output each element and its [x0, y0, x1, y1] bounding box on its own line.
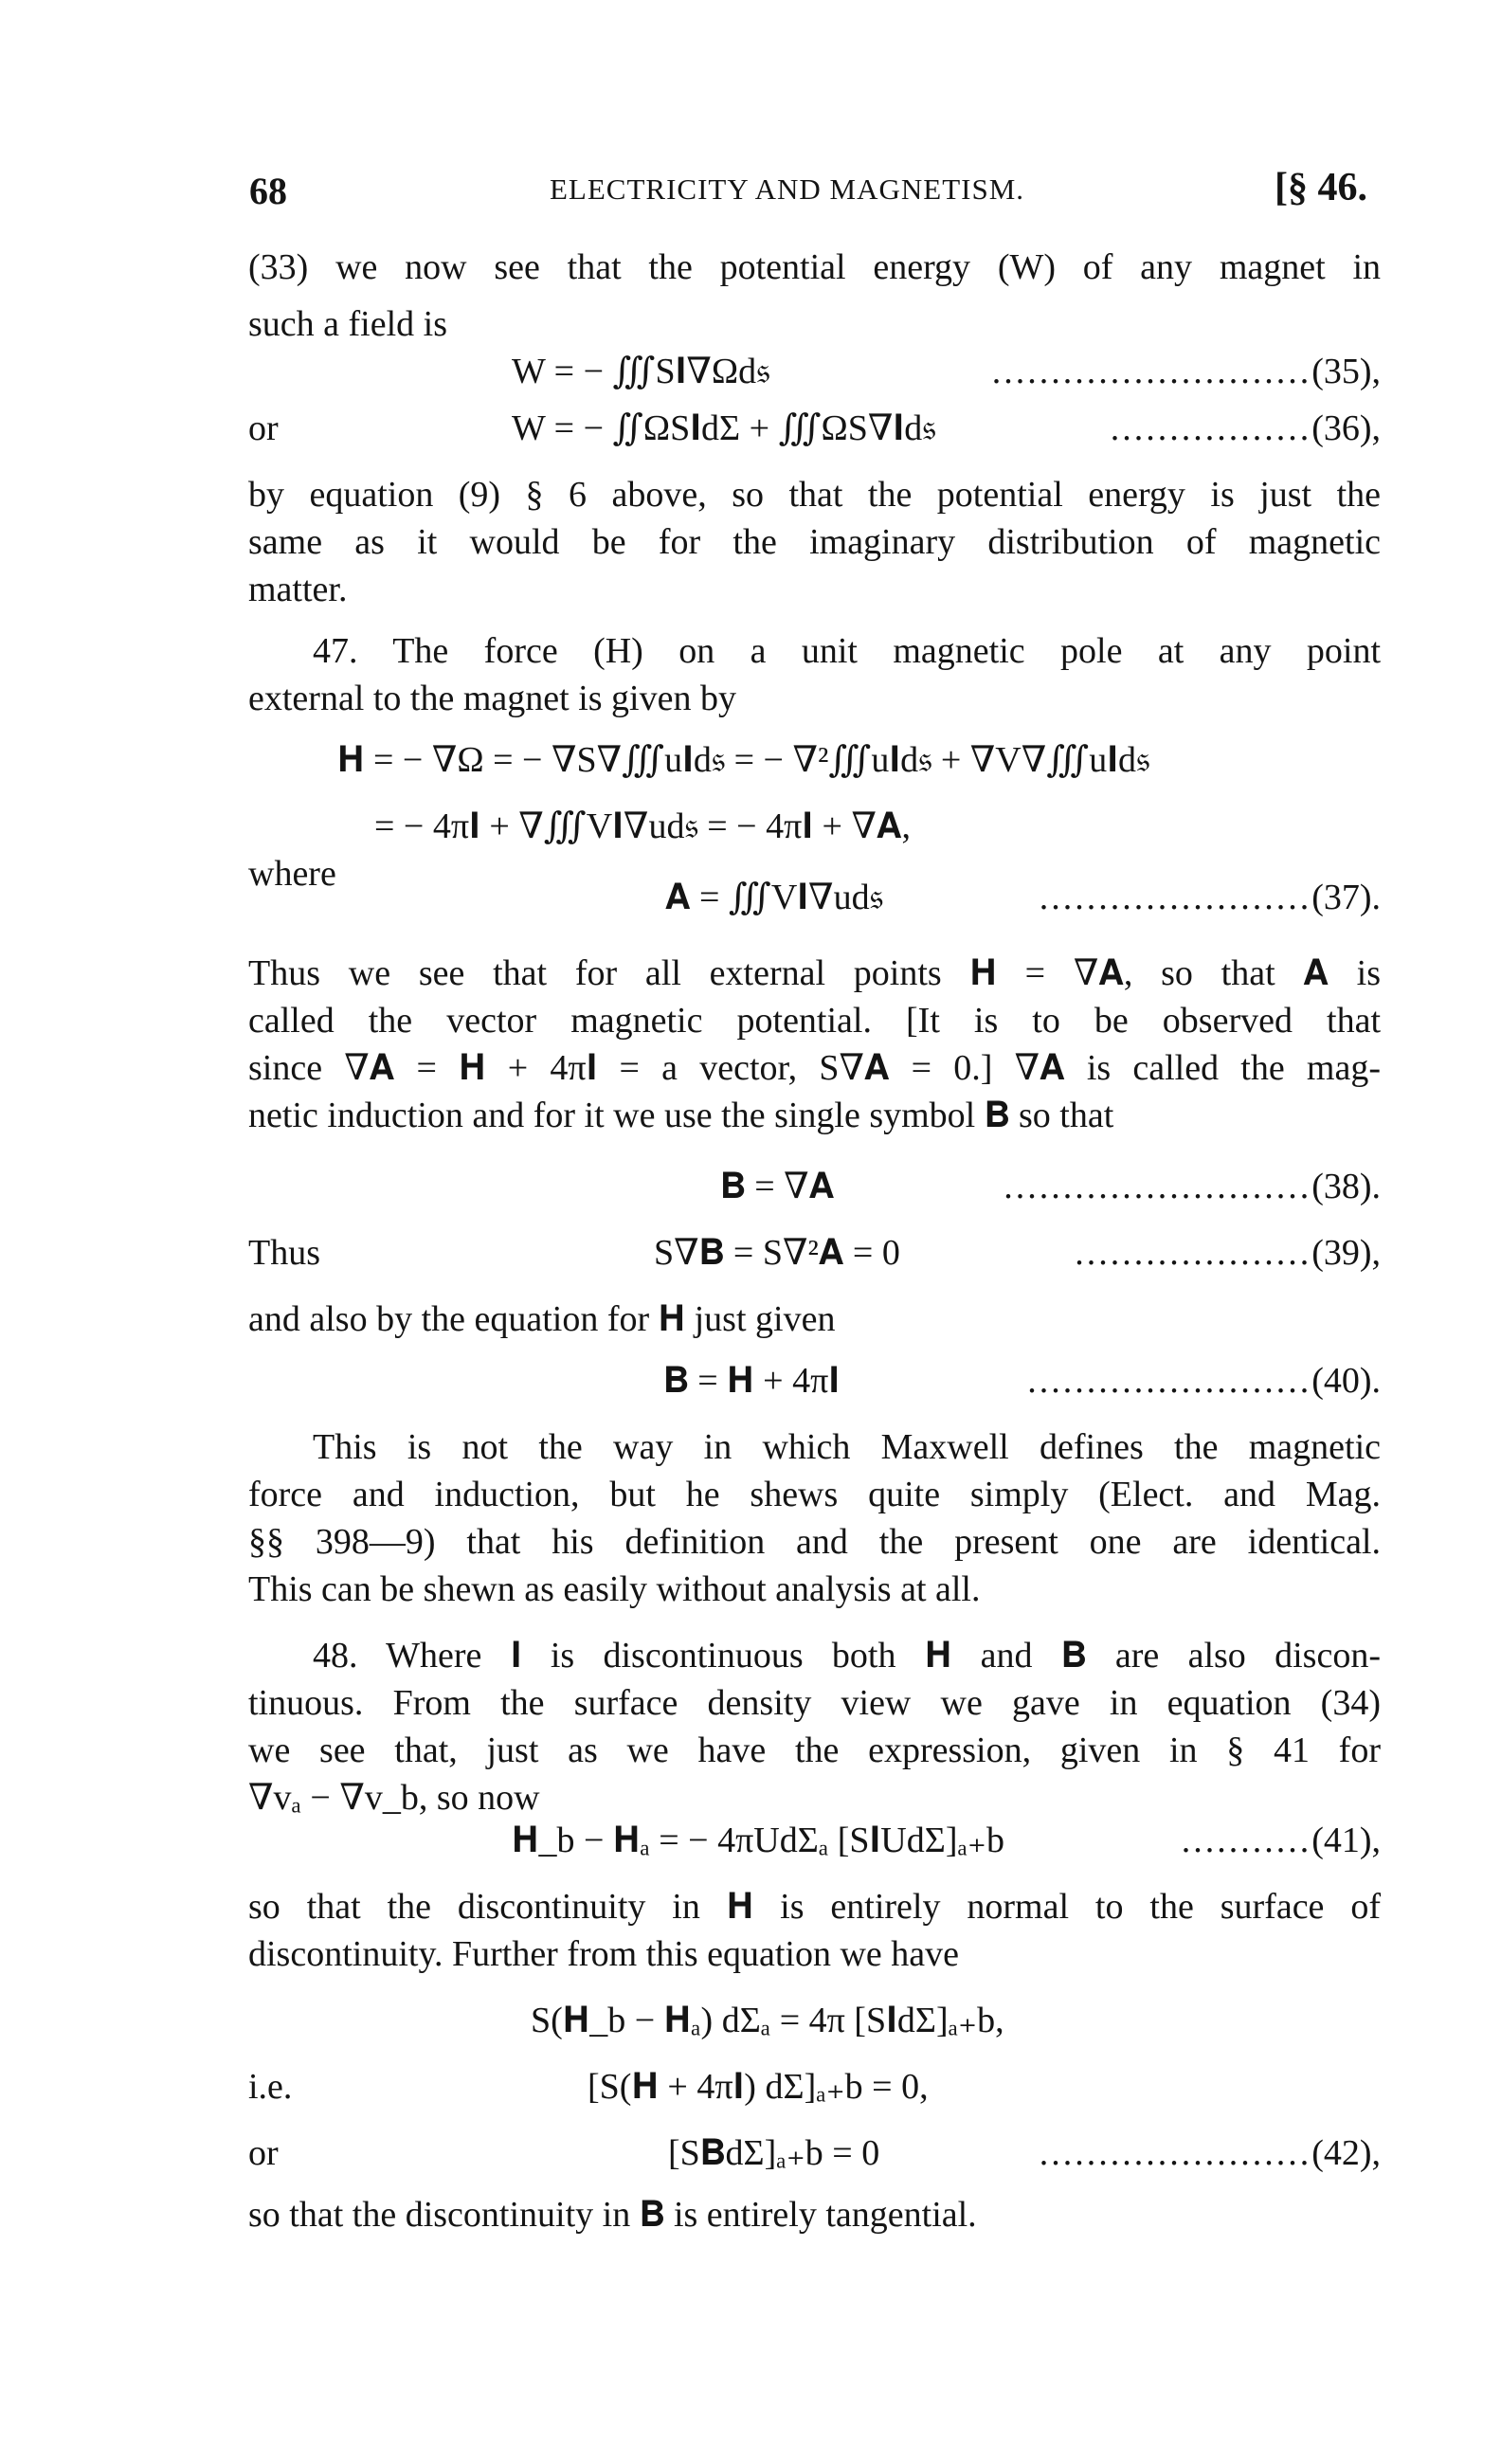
equation-number: ...........................(35), — [991, 352, 1381, 391]
equation-number: .......................(42), — [1039, 2133, 1381, 2173]
text-line: tinuous. From the surface density view we gave in equation (34) — [248, 1683, 1381, 1723]
equation-41: 𝐇_b − 𝐇ₐ = − 4πUdΣₐ [S𝐈UdΣ]ₐ₊b — [512, 1821, 1004, 1860]
text-line: so that the discontinuity in 𝐇 is entirely normal to the surface of — [248, 1887, 1381, 1927]
text-line: same as it would be for the imaginary distribution of magnetic — [248, 522, 1381, 562]
connective: i.e. — [248, 2067, 293, 2107]
connective: or — [248, 408, 279, 448]
equation-38: 𝐁 = ∇𝐀 — [720, 1167, 835, 1206]
text-line: §§ 398—9) that his definition and the present one are identical. — [248, 1522, 1381, 1562]
text-line: This is not the way in which Maxwell defines the magnetic — [313, 1427, 1381, 1467]
equation-39: S∇𝐁 = S∇²𝐀 = 0 — [654, 1233, 900, 1273]
text-line: called the vector magnetic potential. [It is to be observed that — [248, 1001, 1381, 1041]
text-line: we see that, just as we have the expression, given in § 41 for — [248, 1730, 1381, 1770]
text-line: discontinuity. Further from this equation we have — [248, 1934, 959, 1974]
equation-number: .......................(37). — [1039, 878, 1381, 917]
text-line: external to the magnet is given by — [248, 679, 736, 718]
connective: Thus — [248, 1233, 320, 1273]
text-line: so that the discontinuity in 𝐁 is entirely tangential. — [248, 2195, 977, 2235]
page-number: 68 — [249, 170, 287, 212]
equation-S-line-2: [S(𝐇 + 4π𝐈) dΣ]ₐ₊b = 0, — [588, 2067, 929, 2107]
equation-number: ........................(40). — [1027, 1361, 1381, 1401]
text-line: This can be shewn as easily without analysis at all. — [248, 1569, 981, 1609]
text-line: and also by the equation for 𝐇 just given — [248, 1299, 836, 1339]
text-line: 47. The force (H) on a unit magnetic pole at any point — [313, 631, 1381, 671]
text-line: matter. — [248, 570, 348, 609]
text-line: by equation (9) § 6 above, so that the potential energy is just the — [248, 475, 1381, 515]
equation-number: .................(36), — [1110, 408, 1381, 448]
text-line: force and induction, but he shews quite simply (Elect. and Mag. — [248, 1475, 1381, 1514]
text-line: 48. Where 𝐈 is discontinuous both 𝐇 and 𝐁 are also discon- — [313, 1636, 1381, 1676]
section-reference: [§ 46. — [1275, 166, 1367, 209]
equation-40: 𝐁 = 𝐇 + 4π𝐈 — [663, 1361, 841, 1401]
text-line: Thus we see that for all external points 𝐇 = ∇𝐀, so that 𝐀 is — [248, 953, 1381, 993]
equation-number: ....................(39), — [1075, 1233, 1381, 1273]
text-line: (33) we now see that the potential energy (W) of any magnet in — [248, 247, 1381, 287]
equation-37: 𝐀 = ∭V𝐈∇ud𝔰 — [665, 878, 883, 917]
page-header — [0, 159, 1501, 216]
text-line: ∇vₐ − ∇v_b, so now — [248, 1778, 540, 1818]
connective: or — [248, 2133, 279, 2173]
text-line: netic induction and for it we use the single symbol 𝐁 so that — [248, 1096, 1114, 1135]
equation-S-line-1: S(𝐇_b − 𝐇ₐ) dΣₐ = 4π [S𝐈dΣ]ₐ₊b, — [531, 2001, 1004, 2040]
equation-42: [S𝐁dΣ]ₐ₊b = 0 — [668, 2133, 880, 2173]
equation-35: W = − ∭S𝐈∇Ωd𝔰 — [512, 352, 770, 391]
text-line: since ∇𝐀 = 𝐇 + 4π𝐈 = a vector, S∇𝐀 = 0.] ∇𝐀 is called the mag- — [248, 1048, 1381, 1088]
equation-H-line-1: 𝐇 = − ∇Ω = − ∇S∇∭u𝐈d𝔰 = − ∇²∭u𝐈d𝔰 + ∇V∇∭u𝐈d𝔰 — [337, 740, 1150, 780]
text-line: such a field is — [248, 304, 448, 344]
equation-36: W = − ∬ΩS𝐈dΣ + ∭ΩS∇𝐈d𝔰 — [512, 408, 936, 448]
equation-H-line-2: = − 4π𝐈 + ∇∭V𝐈∇ud𝔰 = − 4π𝐈 + ∇𝐀, — [374, 806, 911, 846]
equation-number: ..........................(38). — [1004, 1167, 1381, 1206]
connective: where — [248, 854, 336, 894]
equation-number: ...........(41), — [1181, 1821, 1381, 1860]
running-title: ELECTRICITY AND MAGNETISM. — [550, 172, 1025, 206]
